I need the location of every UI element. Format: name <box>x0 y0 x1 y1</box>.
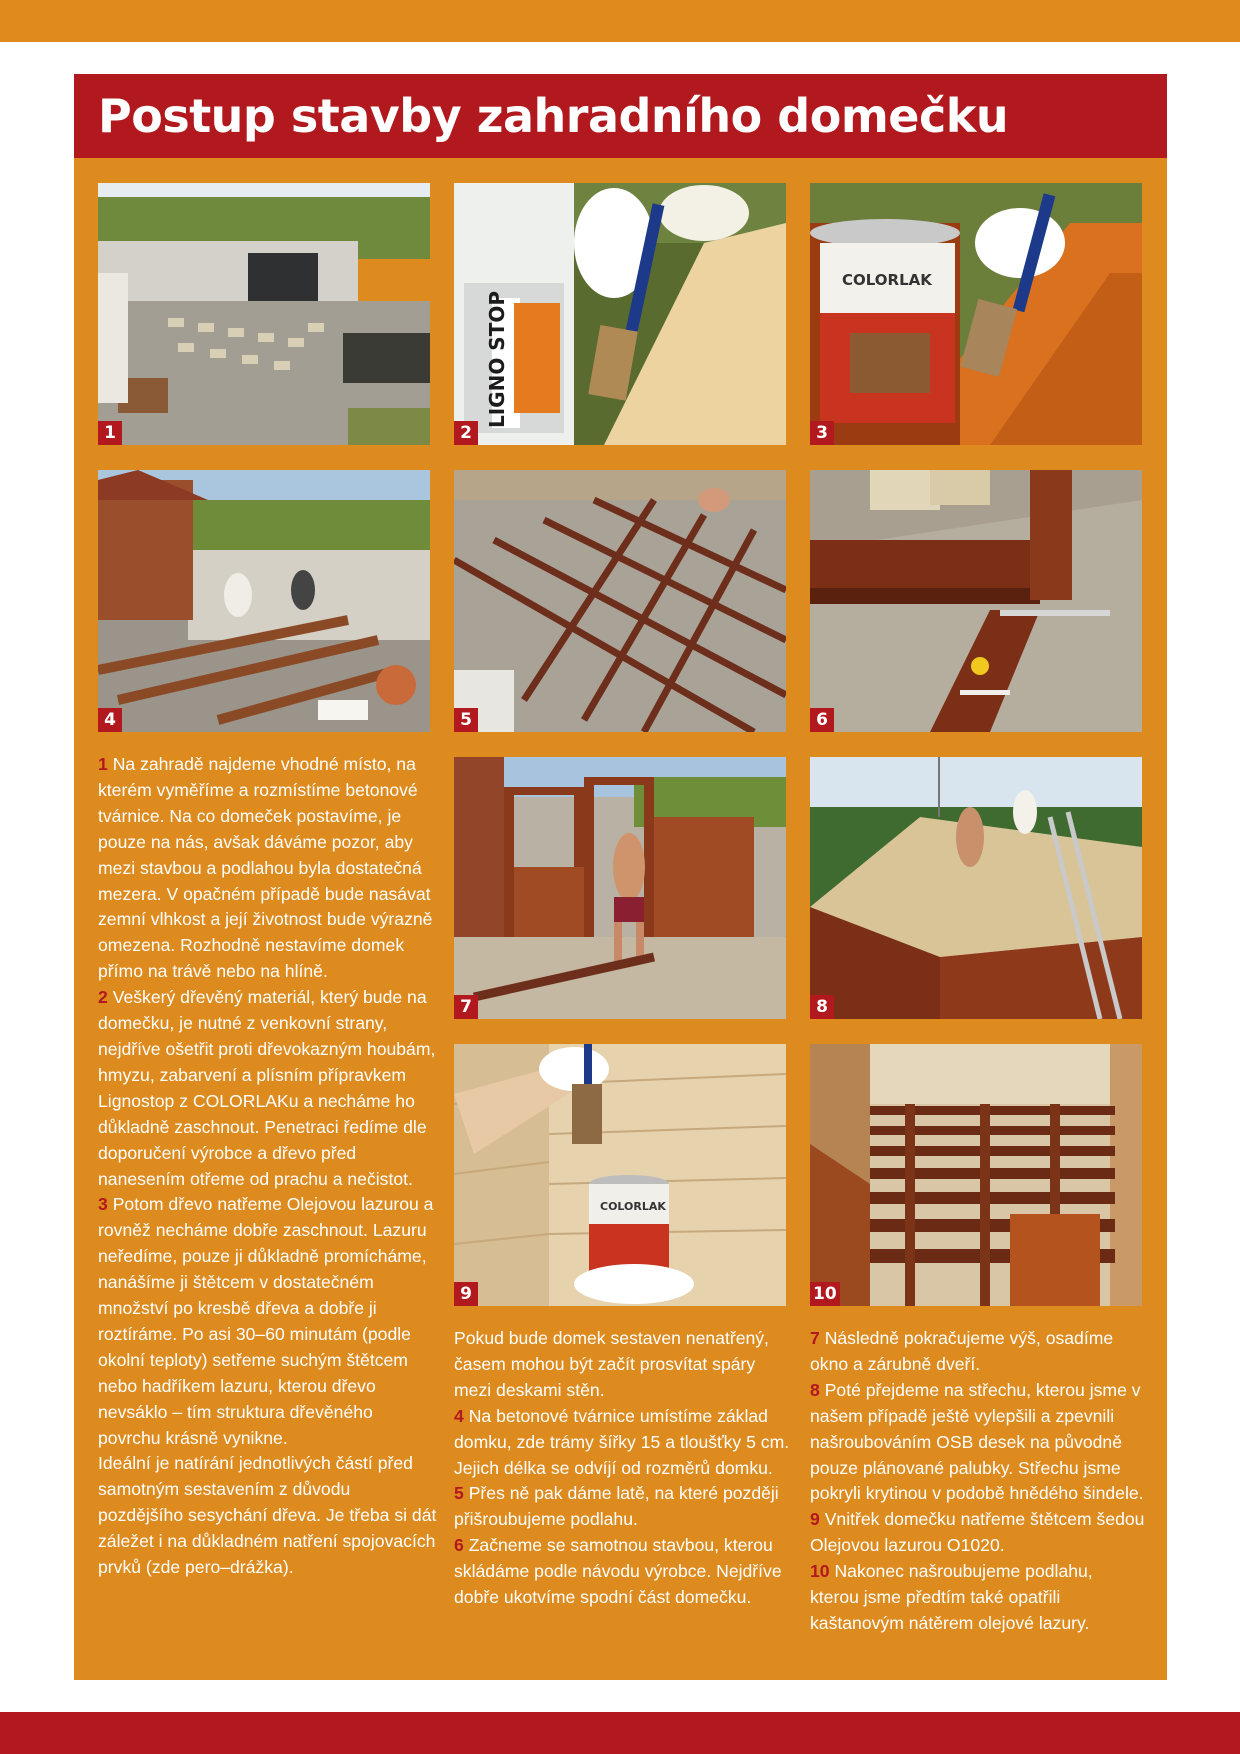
step-3-paragraph <box>98 1192 438 1451</box>
step-9-text: Vnitřek domečku natřeme štětcem šedou Olejovou lazurou O1020. <box>810 1509 1145 1556</box>
photo-number: 1 <box>98 421 122 445</box>
step-5-paragraph <box>454 1481 790 1533</box>
can-label: COLORLAK <box>600 1200 666 1213</box>
step-number: 6 <box>454 1535 464 1556</box>
photo-1 <box>98 183 430 445</box>
title-bar <box>74 74 1167 158</box>
text-column-3 <box>810 1326 1146 1637</box>
photo-2-image <box>454 183 786 445</box>
photo-number: 7 <box>454 995 478 1019</box>
photo-7-image <box>454 757 786 1019</box>
top-color-bar <box>0 0 1240 42</box>
photo-8-image <box>810 757 1142 1019</box>
step-1-text: Na zahradě najdeme vhodné místo, na kterém vyměříme a rozmístíme betonové tvárnice. Na co domeček postavíme, je pouze na nás, avšak dáváme pozor, aby mezi stavbou a podlahou byla dostatečná mezera. V opačném případě bude nasávat zemní vlhkost a její životnost bude výrazně omezena. Rozhodně nestavíme domek přímo na trávě nebo na hlíně. <box>98 754 433 982</box>
step-number: 5 <box>454 1483 464 1504</box>
step-8-text: Poté přejdeme na střechu, kterou jsme v našem případě ještě vylepšili a zpevnili našroubováním OSB desek na původně pouze plánované palubky. Střechu jsme pokryli krytinou v podobě hnědého šindele. <box>810 1379 1144 1504</box>
photo-number: 5 <box>454 708 478 732</box>
step-number: 10 <box>810 1561 830 1582</box>
step-6-paragraph <box>454 1533 790 1611</box>
text-column-1 <box>98 752 438 1581</box>
photo-1-image <box>98 183 430 445</box>
step-5-text: Přes ně pak dáme latě, na které později přišroubujeme podlahu. <box>454 1483 779 1530</box>
photo-number: 3 <box>810 421 834 445</box>
photo-number: 6 <box>810 708 834 732</box>
step-4-text: Na betonové tvárnice umístíme základ domku, zde trámy šířky 15 a tloušťky 5 cm. Jejich délka se odvíjí od rozměrů domku. <box>454 1405 790 1478</box>
step-number: 7 <box>810 1328 820 1348</box>
photo-5 <box>454 470 786 732</box>
step-10-paragraph <box>810 1559 1146 1637</box>
step-3-text: Potom dřevo natřeme Olejovou lazurou a rovněž necháme dobře zaschnout. Lazuru neředíme, pouze ji důkladně promícháme, nanášíme ji štětcem v dostatečném množství po kresbě dřeva a dobře ji roztíráme. Po asi 30–60 minutám (podle okolní teploty) setřeme suchým štětcem nebo hadříkem lazuru, kterou dřevo nevsáklo – tím struktura dřevěného povrchu krásně vynikne. <box>98 1194 434 1448</box>
intro-paragraph: Pokud bude domek sestaven nenatřený, časem mohou být začít prosvítat spáry mezi deskami stěn. <box>454 1328 769 1400</box>
photo-10-image <box>810 1044 1142 1306</box>
photo-2 <box>454 183 786 445</box>
step-7-paragraph <box>810 1326 1146 1378</box>
photo-8 <box>810 757 1142 1019</box>
step-9-paragraph <box>810 1507 1146 1559</box>
photo-number: 8 <box>810 995 834 1019</box>
photo-10 <box>810 1044 1142 1306</box>
photo-number: 2 <box>454 421 478 445</box>
photo-number: 9 <box>454 1282 478 1306</box>
step-number: 4 <box>454 1405 464 1426</box>
step-number: 3 <box>98 1194 108 1215</box>
step-7-text: Následně pokračujeme výš, osadíme okno a zárubně dveří. <box>810 1328 1114 1374</box>
step-8-paragraph <box>810 1378 1146 1508</box>
photo-number: 10 <box>810 1282 840 1306</box>
photo-9-image <box>454 1044 786 1306</box>
bottom-color-bar <box>0 1712 1240 1754</box>
photo-9 <box>454 1044 786 1306</box>
step-number: 1 <box>98 754 108 774</box>
step-number: 2 <box>98 987 108 1008</box>
step-1-paragraph <box>98 752 438 985</box>
step-6-text: Začneme se samotnou stavbou, kterou skládáme podle návodu výrobce. Nejdříve dobře ukotvíme spodní část domečku. <box>454 1535 782 1608</box>
step-number: 8 <box>810 1379 820 1400</box>
step-2-text: Veškerý dřevěný materiál, který bude na domečku, je nutné z venkovní strany, nejdříve ošetřit proti dřevokazným houbám, hmyzu, zabarvení a plísním přípravkem Lignostop z COLORLAKu a necháme ho důkladně zaschnout. Penetraci ředíme dle doporučení výrobce a dřevo před nanesením otřeme od prachu a nečistot. <box>98 987 436 1189</box>
can-label: COLORLAK <box>842 271 932 289</box>
step-10-text: Nakonec našroubujeme podlahu, kterou jsme předtím také opatřili kaštanovým nátěrem olejové lazury. <box>810 1561 1093 1633</box>
photo-6 <box>810 470 1142 732</box>
page-title: Postup stavby zahradního domečku <box>98 89 1009 143</box>
article-panel <box>74 74 1167 1680</box>
photo-3-image <box>810 183 1142 445</box>
bottle-label: LIGNO STOP <box>485 290 509 428</box>
note-paragraph: Ideální je natírání jednotlivých částí před samotným sestavením z důvodu pozdějšího sesychání dřeva. Je třeba si dát záležet i na důkladném natření spojovacích prvků (zde pero–drážka). <box>98 1453 437 1578</box>
photo-3 <box>810 183 1142 445</box>
photo-5-image <box>454 470 786 732</box>
photo-number: 4 <box>98 708 122 732</box>
photo-4 <box>98 470 430 732</box>
photo-6-image <box>810 470 1142 732</box>
photo-7 <box>454 757 786 1019</box>
photo-4-image <box>98 470 430 732</box>
text-column-2 <box>454 1326 790 1611</box>
step-4-paragraph <box>454 1404 790 1482</box>
step-2-paragraph <box>98 985 438 1192</box>
step-number: 9 <box>810 1509 820 1530</box>
